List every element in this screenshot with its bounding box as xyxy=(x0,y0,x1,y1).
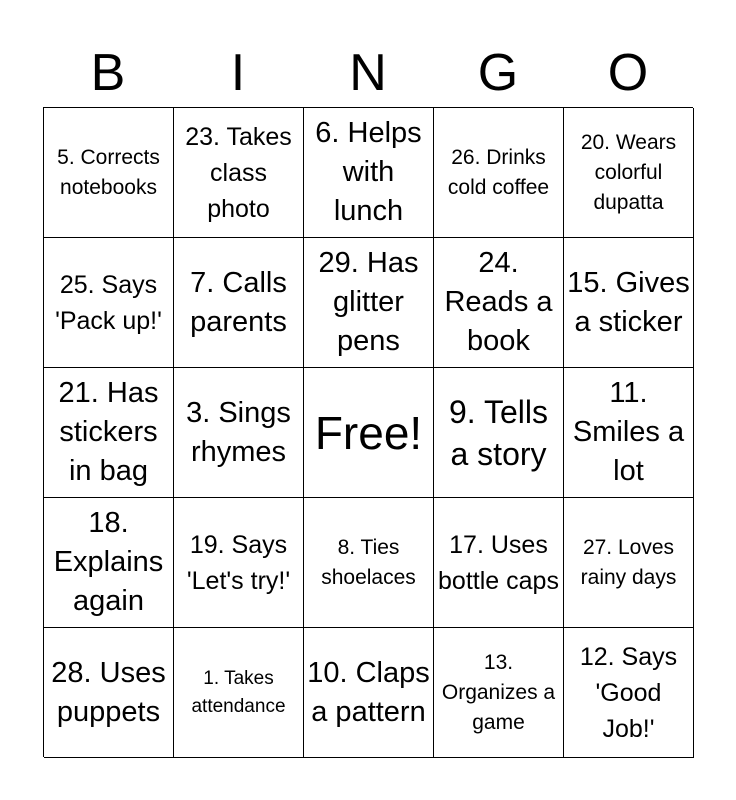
bingo-cell-label: 5. Corrects notebooks xyxy=(57,145,160,199)
bingo-cell[interactable] xyxy=(434,368,564,498)
bingo-cell-label: 24. Reads a book xyxy=(444,247,553,357)
bingo-cell[interactable] xyxy=(564,108,694,238)
bingo-cell-label: 6. Helps with lunch xyxy=(315,117,422,227)
bingo-header xyxy=(43,42,693,104)
bingo-cell-label: 18. Explains again xyxy=(53,507,164,617)
bingo-cell[interactable] xyxy=(304,108,434,238)
bingo-cell-label: Free! xyxy=(314,406,423,459)
bingo-cell[interactable] xyxy=(564,368,694,498)
bingo-cell[interactable] xyxy=(174,498,304,628)
header-letter-n: N xyxy=(349,44,387,102)
bingo-cell[interactable] xyxy=(44,368,174,498)
bingo-cell[interactable] xyxy=(304,628,434,758)
bingo-cell[interactable] xyxy=(434,628,564,758)
bingo-cell[interactable] xyxy=(44,498,174,628)
bingo-cell[interactable] xyxy=(174,108,304,238)
bingo-cell-label: 15. Gives a sticker xyxy=(567,266,690,338)
bingo-cell[interactable] xyxy=(564,238,694,368)
bingo-cell[interactable] xyxy=(174,628,304,758)
bingo-cell[interactable] xyxy=(174,368,304,498)
header-letter-g: G xyxy=(477,44,519,102)
bingo-cell-label: 3. Sings rhymes xyxy=(186,396,291,468)
bingo-cell-label: 12. Says 'Good Job!' xyxy=(579,642,678,743)
bingo-cell[interactable] xyxy=(564,498,694,628)
bingo-cell-label: 17. Uses bottle caps xyxy=(438,530,559,595)
bingo-cell-label: 13. Organizes a game xyxy=(441,650,556,734)
bingo-cell-label: 10. Claps a pattern xyxy=(307,656,430,728)
bingo-cell-label: 25. Says 'Pack up!' xyxy=(55,270,162,335)
bingo-cell[interactable] xyxy=(44,108,174,238)
bingo-cell-label: 20. Wears colorful dupatta xyxy=(580,130,677,214)
bingo-cell-label: 27. Loves rainy days xyxy=(580,535,677,589)
bingo-cell-label: 23. Takes class photo xyxy=(185,122,292,223)
bingo-board xyxy=(43,107,693,757)
header-letter-o: O xyxy=(607,44,649,102)
bingo-cell-label: 7. Calls parents xyxy=(190,266,287,338)
bingo-cell-free[interactable] xyxy=(304,368,434,498)
header-letter-i: I xyxy=(230,44,246,102)
bingo-cell[interactable] xyxy=(564,628,694,758)
bingo-cell-label: 8. Ties shoelaces xyxy=(321,535,416,589)
bingo-cell-label: 19. Says 'Let's try!' xyxy=(186,530,291,595)
bingo-cell-label: 28. Uses puppets xyxy=(51,656,166,728)
bingo-cell-label: 26. Drinks cold coffee xyxy=(447,145,550,199)
bingo-cell[interactable] xyxy=(434,238,564,368)
bingo-cell-label: 29. Has glitter pens xyxy=(318,247,419,357)
bingo-cell[interactable] xyxy=(434,108,564,238)
header-letter-b: B xyxy=(90,44,126,102)
bingo-cell[interactable] xyxy=(304,238,434,368)
bingo-cell[interactable] xyxy=(44,238,174,368)
bingo-cell[interactable] xyxy=(434,498,564,628)
bingo-cell[interactable] xyxy=(174,238,304,368)
bingo-cell-label: 1. Takes attendance xyxy=(191,667,286,717)
bingo-cell-label: 21. Has stickers in bag xyxy=(58,377,159,487)
bingo-cell[interactable] xyxy=(44,628,174,758)
bingo-cell[interactable] xyxy=(304,498,434,628)
bingo-cell-label: 9. Tells a story xyxy=(448,393,548,472)
bingo-cell-label: 11. Smiles a lot xyxy=(572,377,685,487)
